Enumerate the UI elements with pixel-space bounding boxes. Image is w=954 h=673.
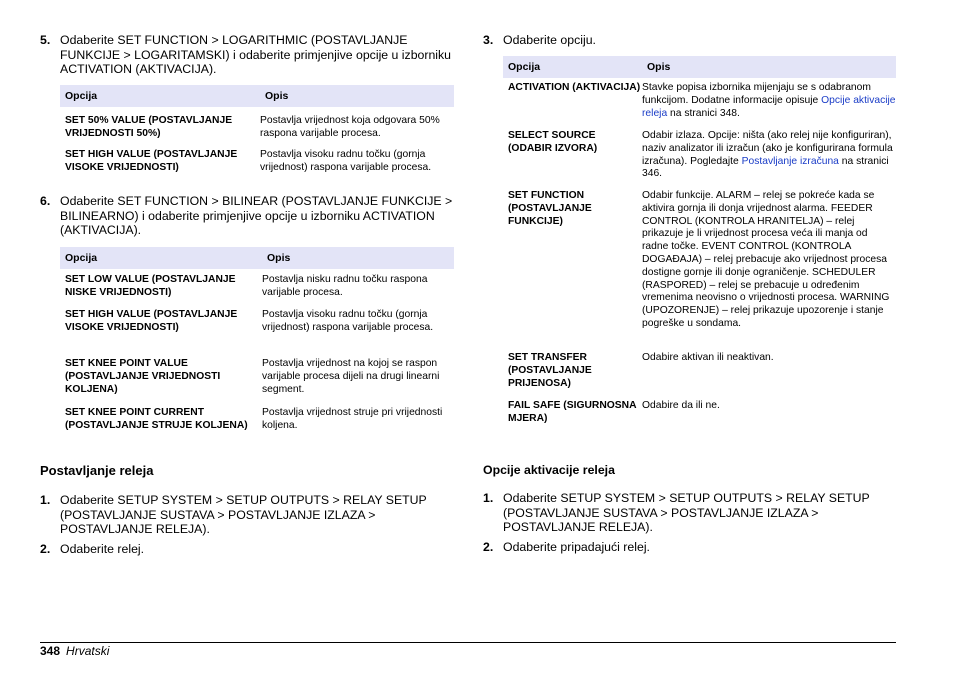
option-description: Odabir funkcije. ALARM – relej se pokreće kada se aktivira gornja ili donja vrijednost alarma. FEEDER CONTROL (KONTROLA HRANITELJA) – relej prikazuje je li vrijednost procesa veća ili manja od radne točke. EVENT CONTROL (KONTROLA DOGAĐAJA) – relej prebacuje ako vrijednost procesa dostigne gornje ili donje ograničenje. SCHEDULER (RASPORED) – relej se prebacuje u određenim vremenima neovisno o vrijednosti procesa. WARNING (UPOZORENJE) – relej prikazuje upozorenje i stanje pogreške u sondama. <box>642 190 890 329</box>
option-description: Postavlja vrijednost na kojoj se raspon varijable procesa dijeli na drugi linearni segment. <box>262 358 440 395</box>
table-row <box>60 402 454 433</box>
option-name: SET LOW VALUE (POSTAVLJANJE NISKE VRIJEDNOSTI) <box>65 274 236 298</box>
option-name: SET TRANSFER (POSTAVLJANJE PRIJENOSA) <box>508 352 592 389</box>
option-name: ACTIVATION (AKTIVACIJA) <box>508 82 641 93</box>
cross-reference-link[interactable]: Postavljanje izračuna <box>741 155 839 167</box>
table-header-row <box>503 56 896 78</box>
step-number: 6. <box>40 194 51 208</box>
header-opis: Opis <box>260 85 454 107</box>
option-description: Odabire da ili ne. <box>642 400 720 411</box>
step-text: Odaberite SET FUNCTION > BILINEAR (POSTAVLJANJE FUNKCIJE > BILINEARNO) i odaberite primjenjive opcije u izborniku ACTIVATION (AKTIVACIJA). <box>60 194 453 238</box>
table-header-row <box>60 85 454 107</box>
cross-reference-link[interactable]: Opcije aktivacije releja <box>642 94 896 119</box>
table-header-row <box>60 247 454 269</box>
table-row <box>60 304 454 353</box>
step-number: 1. <box>40 493 51 507</box>
table-row <box>60 353 454 402</box>
option-name: FAIL SAFE (SIGURNOSNA MJERA) <box>508 400 637 424</box>
step-number: 2. <box>40 542 51 556</box>
table-row <box>503 78 896 126</box>
page-number: 348 <box>40 644 61 658</box>
option-name: SET HIGH VALUE (POSTAVLJANJE VISOKE VRIJEDNOSTI) <box>65 149 238 173</box>
table-row <box>60 107 454 143</box>
option-name: SET KNEE POINT CURRENT (POSTAVLJANJE STRUJE KOLJENA) <box>65 407 248 431</box>
step-text: Odaberite relej. <box>60 542 145 556</box>
options-table-bilinear <box>60 247 454 433</box>
step-number: 3. <box>483 33 494 47</box>
section-heading: Opcije aktivacije releja <box>483 463 615 477</box>
option-name: SET HIGH VALUE (POSTAVLJANJE VISOKE VRIJEDNOSTI) <box>65 309 238 333</box>
section-heading: Postavljanje releja <box>40 463 154 478</box>
header-opcija: Opcija <box>60 85 260 107</box>
footer-rule <box>40 642 896 643</box>
header-opis: Opis <box>262 247 454 269</box>
option-description: Postavlja nisku radnu točku raspona varijable procesa. <box>262 274 428 298</box>
step-number: 5. <box>40 33 51 47</box>
header-opcija: Opcija <box>503 56 642 78</box>
table-row <box>503 186 896 348</box>
option-name: SET 50% VALUE (POSTAVLJANJE VRIJEDNOSTI 50%) <box>65 115 233 139</box>
step-text: Odaberite SET FUNCTION > LOGARITHMIC (POSTAVLJANJE FUNKCIJE > LOGARITAMSKI) i odaberite primjenjive opcije u izborniku ACTIVATION (AKTIVACIJA). <box>60 33 452 77</box>
table-row <box>503 126 896 186</box>
page-footer <box>40 644 109 658</box>
footer-language: Hrvatski <box>66 644 110 658</box>
option-description: Postavlja vrijednost struje pri vrijednosti koljena. <box>262 407 443 431</box>
option-description: Stavke popisa izbornika mijenjaju se s odabranom funkcijom. Dodatne informacije opisuje Opcije aktivacije releja na stranici 348. <box>642 82 896 119</box>
option-description: Postavlja visoku radnu točku (gornja vrijednost) raspona varijable procesa. <box>260 149 432 173</box>
step-text: Odaberite SETUP SYSTEM > SETUP OUTPUTS > RELAY SETUP (POSTAVLJANJE SUSTAVA > POSTAVLJANJE IZLAZA > POSTAVLJANJE RELEJA). <box>503 491 870 535</box>
table-row <box>503 348 896 396</box>
option-description: Odabir izlaza. Opcije: ništa (ako relej nije konfiguriran), naziv analizator ili izračun (ako je konfigurirana formula izračuna). Pogledajte Postavljanje izračuna na stranici 346. <box>642 130 893 180</box>
option-description: Postavlja visoku radnu točku (gornja vrijednost) raspona varijable procesa. <box>262 309 434 333</box>
header-opcija: Opcija <box>60 247 262 269</box>
option-description: Postavlja vrijednost koja odgovara 50% raspona varijable procesa. <box>260 115 440 139</box>
option-description: Odabire aktivan ili neaktivan. <box>642 352 774 363</box>
option-name: SET FUNCTION (POSTAVLJANJE FUNKCIJE) <box>508 190 592 227</box>
header-opis: Opis <box>642 56 896 78</box>
options-table-logarithmic <box>60 85 454 175</box>
step-number: 2. <box>483 540 494 554</box>
step-text: Odaberite opciju. <box>503 33 596 47</box>
options-table-relay <box>503 56 896 426</box>
option-name: SET KNEE POINT VALUE (POSTAVLJANJE VRIJEDNOSTI KOLJENA) <box>65 358 221 395</box>
table-row <box>503 396 896 426</box>
step-number: 1. <box>483 491 494 505</box>
table-row <box>60 143 454 175</box>
option-name: SELECT SOURCE (ODABIR IZVORA) <box>508 130 598 154</box>
step-text: Odaberite SETUP SYSTEM > SETUP OUTPUTS > RELAY SETUP (POSTAVLJANJE SUSTAVA > POSTAVLJANJE IZLAZA > POSTAVLJANJE RELEJA). <box>60 493 427 537</box>
table-row <box>60 269 454 304</box>
step-text: Odaberite pripadajući relej. <box>503 540 650 554</box>
